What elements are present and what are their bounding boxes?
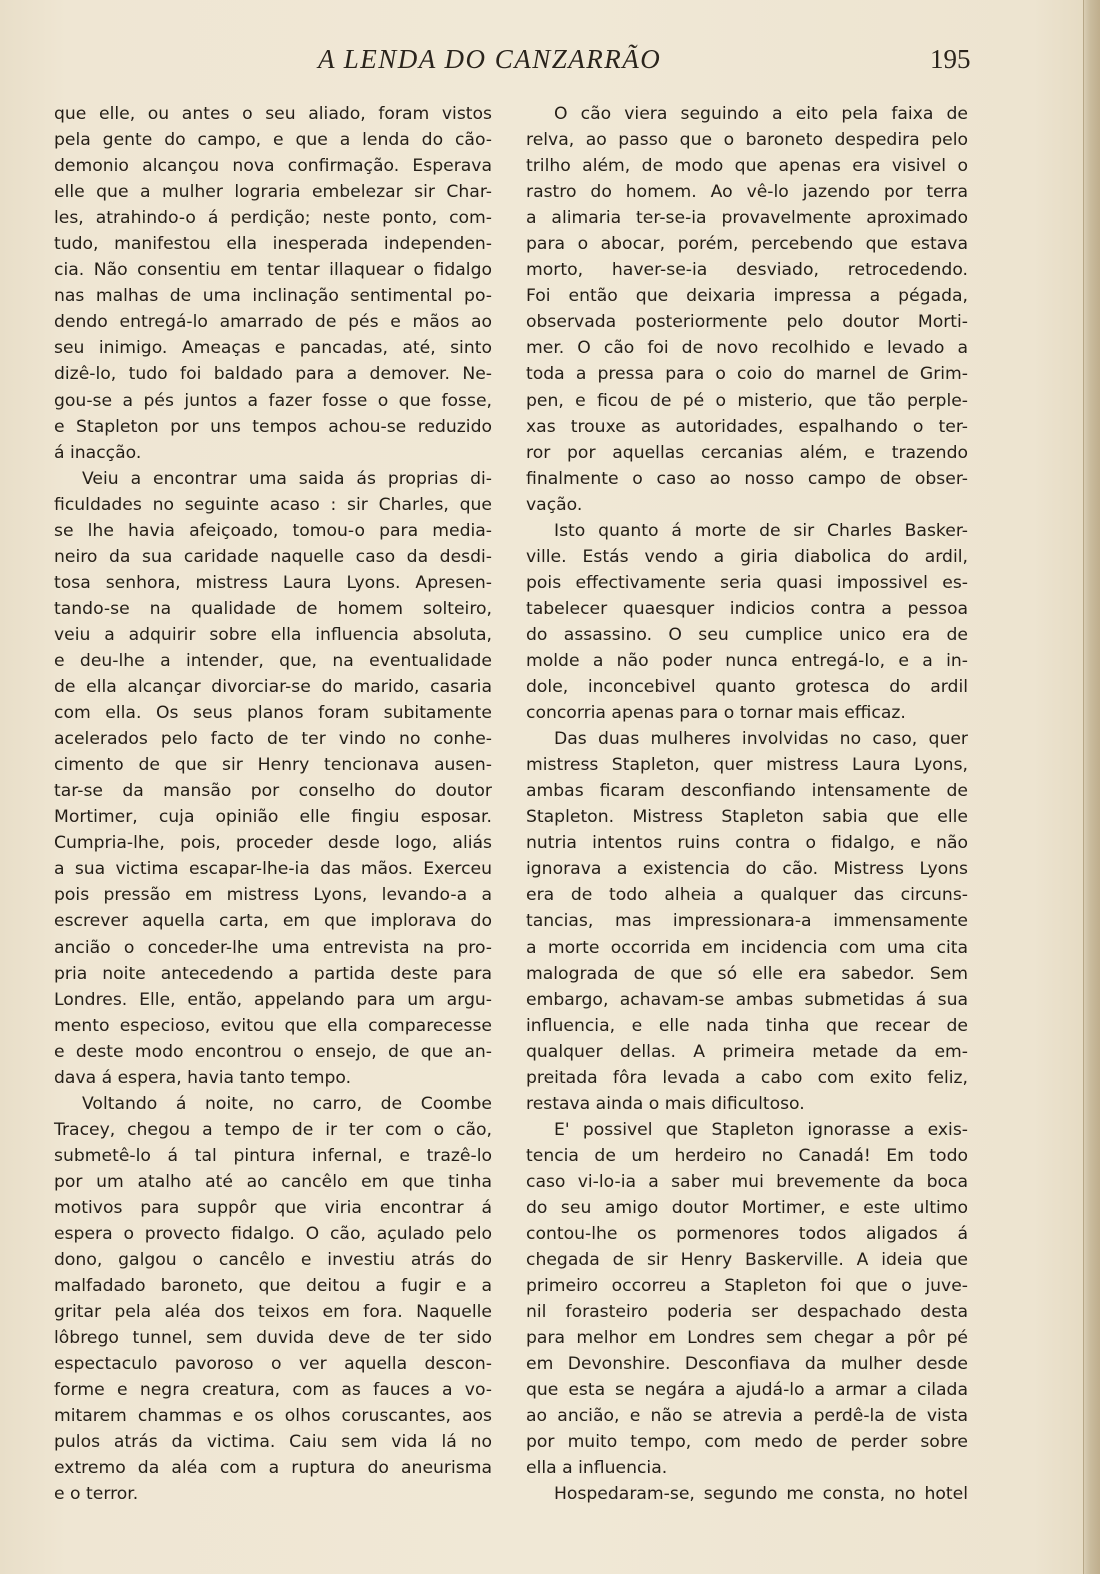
text-line: e o terror. (54, 1484, 139, 1505)
text-line: mento especioso, evitou que ella comparecesse (54, 1015, 492, 1036)
text-line: dendo entregá-lo amarrado de pés e mãos ao (54, 312, 492, 333)
text-line: pela gente do campo, e que a lenda do cão- (54, 130, 492, 151)
text-line: ao ancião, e não se atrevia a perdê-la de vista (526, 1406, 968, 1427)
text-line: tar-se da mansão por conselho do doutor (54, 781, 492, 802)
text-line: O cão viera seguindo a eito pela faixa de (554, 104, 968, 124)
text-line: a alimaria ter-se-ia provavelmente aproximado (526, 208, 968, 229)
text-line: por um atalho até ao cancêlo em que tinha (54, 1171, 492, 1192)
text-line: Tracey, chegou a tempo de ir ter com o cão, (54, 1119, 492, 1140)
text-line: molde a não poder nunca entregá-lo, e a in- (526, 650, 968, 671)
text-line: pria noite antecedendo a partida deste para (54, 963, 492, 984)
text-line: mistress Stapleton, quer mistress Laura Lyons, (526, 755, 968, 776)
text-line: dole, inconcebivel quanto grotesca do ardil (526, 677, 968, 698)
text-line: Stapleton. Mistress Stapleton sabia que elle (526, 807, 968, 828)
text-line: se lhe havia afeiçoado, tomou-o para media- (54, 520, 492, 541)
left-text-column (54, 101, 492, 1508)
text-line: gritar pela aléa dos teixos em fora. Naquelle (54, 1302, 492, 1323)
text-line: e Stapleton por uns tempos achou-se reduzido (54, 416, 492, 437)
text-line: neiro da sua caridade naquelle caso da desdi- (54, 546, 492, 567)
text-line: espera o provecto fidalgo. O cão, açulado pelo (54, 1224, 492, 1245)
text-line: a morte occorrida em incidencia com uma cita (526, 937, 968, 958)
text-line: escrever aquella carta, em que implorava do (54, 911, 492, 932)
text-line: finalmente o caso ao nosso campo de obser- (526, 468, 968, 489)
page-edge (1083, 0, 1100, 1574)
text-line: malfadado baroneto, que deitou a fugir e a (54, 1276, 492, 1297)
text-line: restava ainda o mais dificultoso. (526, 1093, 805, 1114)
text-line: espectaculo pavoroso o ver aquella descon- (54, 1354, 492, 1375)
text-line: chegada de sir Henry Baskerville. A ideia que (526, 1250, 968, 1271)
text-line: les, atrahindo-o á perdição; neste ponto, com- (54, 208, 492, 229)
text-line: morto, haver-se-ia desviado, retrocedendo. (526, 260, 968, 281)
text-line: observada posteriormente pelo doutor Morti- (526, 312, 968, 333)
text-line: ror por aquellas cercanias além, e trazendo (526, 442, 968, 463)
text-line: ella a influencia. (526, 1458, 668, 1479)
text-line: toda a pressa para o coio do marnel de Grim- (526, 364, 968, 385)
text-line: demonio alcançou nova confirmação. Esperava (54, 156, 492, 177)
text-line: pen, e ficou de pé o misterio, que tão perple- (526, 390, 968, 411)
text-line: mitarem chammas e os olhos coruscantes, aos (54, 1406, 492, 1427)
text-line: Hospedaram-se, segundo me consta, no hotel (554, 1484, 968, 1505)
text-line: malograda de que só elle era sabedor. Sem (526, 963, 968, 984)
text-line: tencia de um herdeiro no Canadá! Em todo (526, 1145, 968, 1166)
text-line: xas trouxe as autoridades, espalhando o ter- (526, 416, 968, 437)
text-line: gou-se a pés juntos a fazer fosse o que fosse, (54, 390, 492, 411)
text-line: rastro do homem. Ao vê-lo jazendo por terra (526, 182, 968, 203)
text-line: extremo da aléa com a ruptura do aneurisma (54, 1458, 492, 1479)
text-line: dava á espera, havia tanto tempo. (54, 1067, 352, 1088)
text-line: vação. (526, 494, 583, 515)
text-line: Veiu a encontrar uma saida ás proprias di- (82, 468, 492, 489)
text-line: qualquer dellas. A primeira metade da em- (526, 1041, 968, 1062)
text-line: do seu amigo doutor Mortimer, e este ultimo (526, 1197, 968, 1218)
text-line: forme e negra creatura, com as fauces a vo- (54, 1380, 492, 1401)
text-line: do assassino. O seu cumplice unico era de (526, 624, 968, 645)
text-line: a sua victima escapar-lhe-ia das mãos. Exerceu (54, 859, 492, 880)
text-line: dono, galgou o cancêlo e investiu atrás do (54, 1250, 492, 1271)
text-line: ignorava a existencia do cão. Mistress Lyons (526, 859, 968, 880)
text-line: por muito tempo, com medo de perder sobre (526, 1432, 968, 1453)
text-line: elle que a mulher lograria embelezar sir Char- (54, 182, 492, 203)
text-line: Voltando á noite, no carro, de Coombe (82, 1093, 492, 1114)
text-line: tosa senhora, mistress Laura Lyons. Apresen- (54, 572, 492, 593)
text-line: para o abocar, porém, percebendo que estava (526, 234, 968, 255)
text-line: embargo, achavam-se ambas submetidas á sua (526, 989, 968, 1010)
text-line: relva, ao passo que o baroneto despedira pelo (526, 130, 968, 151)
text-line: que esta se negára a ajudá-lo a armar a cilada (526, 1380, 968, 1401)
text-line: contou-lhe os pormenores todos aligados á (526, 1224, 968, 1245)
text-line: motivos para suppôr que viria encontrar á (54, 1197, 492, 1218)
text-line: caso vi-lo-ia a saber mui brevemente da boca (526, 1171, 968, 1192)
running-title: A LENDA DO CANZARRÃO (318, 44, 662, 74)
text-line: Isto quanto á morte de sir Charles Basker- (554, 520, 968, 541)
text-line: primeiro occorreu a Stapleton foi que o juve- (526, 1276, 968, 1297)
text-line: trilho além, de modo que apenas era visivel o (526, 156, 968, 177)
page-number: 195 (930, 44, 971, 74)
text-line: influencia, e elle nada tinha que recear de (526, 1015, 968, 1036)
text-line: e deste modo encontrou o ensejo, de que an- (54, 1041, 492, 1062)
text-line: Mortimer, cuja opinião elle fingiu esposar. (54, 807, 492, 828)
text-line: Cumpria-lhe, pois, proceder desde logo, aliás (54, 833, 492, 854)
text-line: ficuldades no seguinte acaso : sir Charles, que (54, 494, 492, 515)
text-line: concorria apenas para o tornar mais efficaz. (526, 703, 906, 724)
text-line: E' possivel que Stapleton ignorasse a exis- (554, 1119, 968, 1140)
text-line: pulos atrás da victima. Caiu sem vida lá no (54, 1432, 492, 1453)
text-line: Foi então que deixaria impressa a pégada, (526, 286, 968, 307)
text-line: nutria intentos ruins contra o fidalgo, e não (526, 833, 968, 854)
text-line: e deu-lhe a intender, que, na eventualidade (54, 650, 492, 671)
text-line: tando-se na qualidade de homem solteiro, (54, 598, 492, 619)
text-line: seu inimigo. Ameaças e pancadas, até, sinto (54, 338, 492, 359)
text-line: era de todo alheia a qualquer das circuns- (526, 885, 968, 906)
text-line: que elle, ou antes o seu aliado, foram vistos (54, 104, 492, 124)
text-line: preitada fôra levada a cabo com exito feliz, (526, 1067, 968, 1088)
text-line: ancião o conceder-lhe uma entrevista na pro- (54, 937, 492, 958)
text-line: com ella. Os seus planos foram subitamente (54, 703, 492, 724)
text-line: pois pressão em mistress Lyons, levando-a a (54, 885, 492, 906)
text-line: nas malhas de uma inclinação sentimental po- (54, 286, 492, 307)
text-line: veiu a adquirir sobre ella influencia absoluta, (54, 624, 492, 645)
text-line: pois effectivamente seria quasi impossivel es- (526, 572, 968, 593)
text-line: mer. O cão foi de novo recolhido e levado a (526, 338, 968, 359)
text-line: cia. Não consentiu em tentar illaquear o fidalgo (54, 260, 492, 281)
page-header (0, 44, 1100, 84)
text-line: lôbrego tunnel, sem duvida deve de ter sido (54, 1328, 492, 1349)
text-line: tudo, manifestou ella inesperada independen- (54, 234, 492, 255)
text-line: ville. Estás vendo a giria diabolica do ardil, (526, 546, 968, 567)
right-text-column (526, 101, 968, 1508)
text-line: para melhor em Londres sem chegar a pôr pé (526, 1328, 968, 1349)
text-line: á inacção. (54, 442, 142, 463)
text-line: nil forasteiro poderia ser despachado desta (526, 1302, 968, 1323)
text-line: Das duas mulheres involvidas no caso, quer (554, 729, 968, 750)
text-line: em Devonshire. Desconfiava da mulher desde (526, 1354, 968, 1375)
text-line: Londres. Elle, então, appelando para um argu- (54, 989, 492, 1010)
text-line: submetê-lo á tal pintura infernal, e trazê-lo (54, 1145, 492, 1166)
text-line: de ella alcançar divorciar-se do marido, casaria (54, 677, 492, 698)
text-line: ambas ficaram desconfiando intensamente de (526, 781, 968, 802)
text-line: tabelecer quaesquer indicios contra a pessoa (526, 598, 968, 619)
text-line: dizê-lo, tudo foi baldado para a demover. Ne- (54, 364, 492, 385)
text-line: acelerados pelo facto de ter vindo no conhe- (54, 729, 492, 750)
text-line: cimento de que sir Henry tencionava ausen- (54, 755, 492, 776)
text-line: tancias, mas impressionara-a immensamente (526, 911, 968, 932)
